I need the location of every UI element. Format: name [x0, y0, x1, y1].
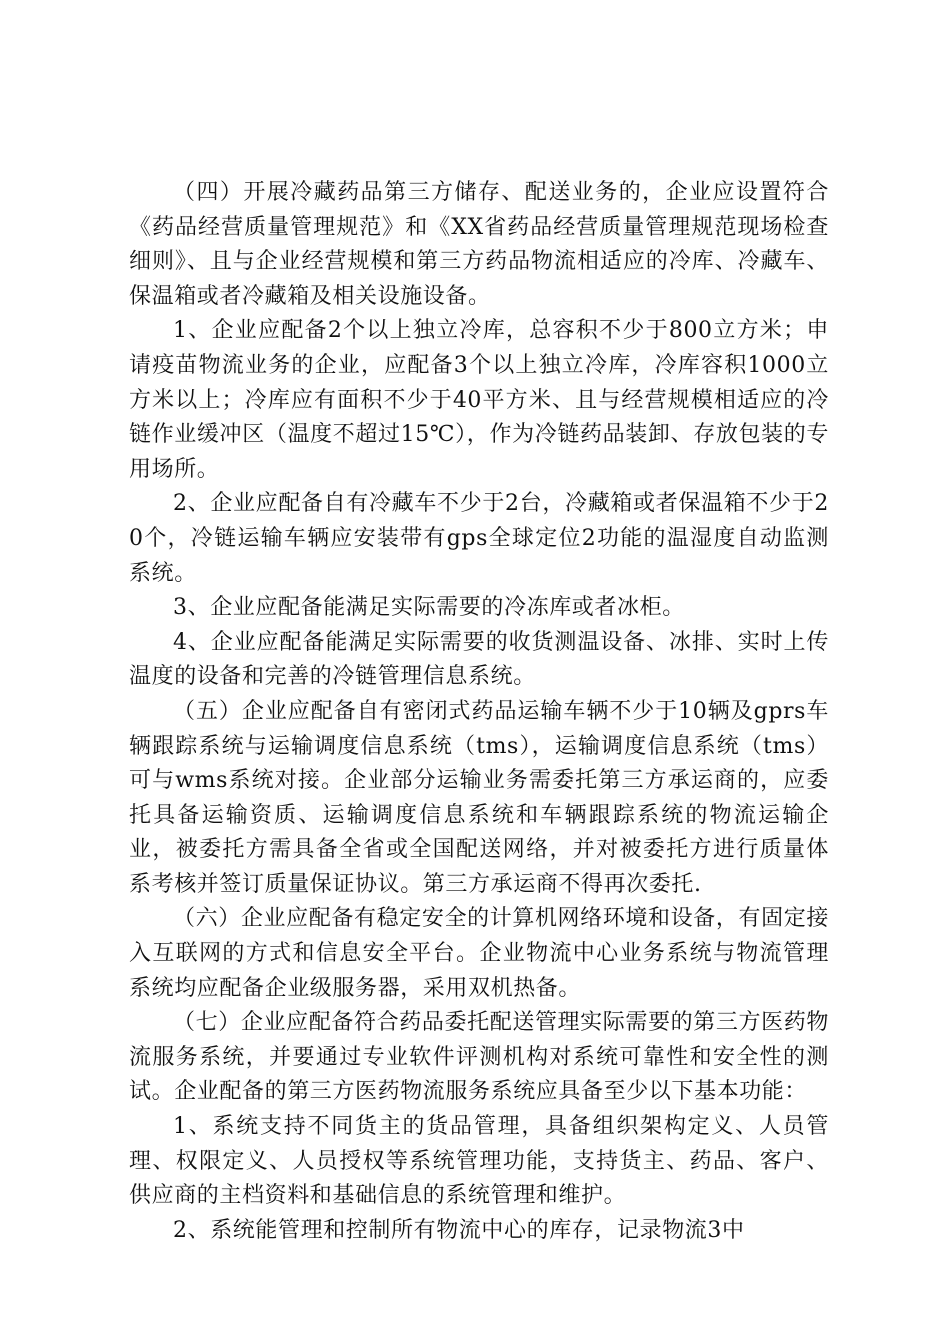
paragraph-system-function-1: 1、系统支持不同货主的货品管理，具备组织架构定义、人员管理、权限定义、人员授权等系统管理功能，支持货主、药品、客户、供应商的主档资料和基础信息的系统管理和维护。: [129, 1114, 829, 1209]
paragraph-freezer: 3、企业应配备能满足实际需要的冷冻库或者冰柜。: [173, 595, 685, 621]
paragraph-section-6: （六）企业应配备有稳定安全的计算机网络环境和设备，有固定接入互联网的方式和信息安全平台。企业物流中心业务系统与物流管理系统均应配备企业级服务器，采用双机热备。: [129, 906, 829, 1001]
paragraph-temperature-equipment: 4、企业应配备能满足实际需要的收货测温设备、冰排、实时上传温度的设备和完善的冷链管理信息系统。: [129, 629, 829, 690]
paragraph-section-7: （七）企业应配备符合药品委托配送管理实际需要的第三方医药物流服务系统，并要通过专业软件评测机构对系统可靠性和安全性的测试。企业配备的第三方医药物流服务系统应具备至少以下基本功能：: [129, 1010, 829, 1105]
paragraph-section-5: （五）企业应配备自有密闭式药品运输车辆不少于10辆及gprs车辆跟踪系统与运输调度信息系统（tms），运输调度信息系统（tms）可与wms系统对接。企业部分运输业务需委托第三方承运商的，应委托具备运输资质、运输调度信息系统和车辆跟踪系统的物流运输企业，被委托方需具备全省或全国配送网络，并对被委托方进行质量体系考核并签订质量保证协议。第三方承运商不得再次委托.: [129, 698, 829, 897]
paragraph-system-function-2: 2、系统能管理和控制所有物流中心的库存，记录物流3中: [173, 1217, 745, 1243]
paragraph-section-4: （四）开展冷藏药品第三方储存、配送业务的，企业应设置符合《药品经营质量管理规范》和《XX省药品经营质量管理规范现场检查细则》、且与企业经营规模和第三方药品物流相适应的冷库、冷藏车、保温箱或者冷藏箱及相关设施设备。: [129, 180, 829, 309]
document-body: [129, 176, 829, 1248]
paragraph-refrigerated-trucks: 2、企业应配备自有冷藏车不少于2台，冷藏箱或者保温箱不少于20个，冷链运输车辆应安装带有gps全球定位2功能的温湿度自动监测系统。: [129, 491, 829, 586]
paragraph-cold-storage: 1、企业应配备2个以上独立冷库，总容积不少于800立方米；申请疫苗物流业务的企业，应配备3个以上独立冷库，冷库容积1000立方米以上；冷库应有面积不少于40平方米、且与经营规模相适应的冷链作业缓冲区（温度不超过15℃），作为冷链药品装卸、存放包装的专用场所。: [129, 318, 829, 482]
